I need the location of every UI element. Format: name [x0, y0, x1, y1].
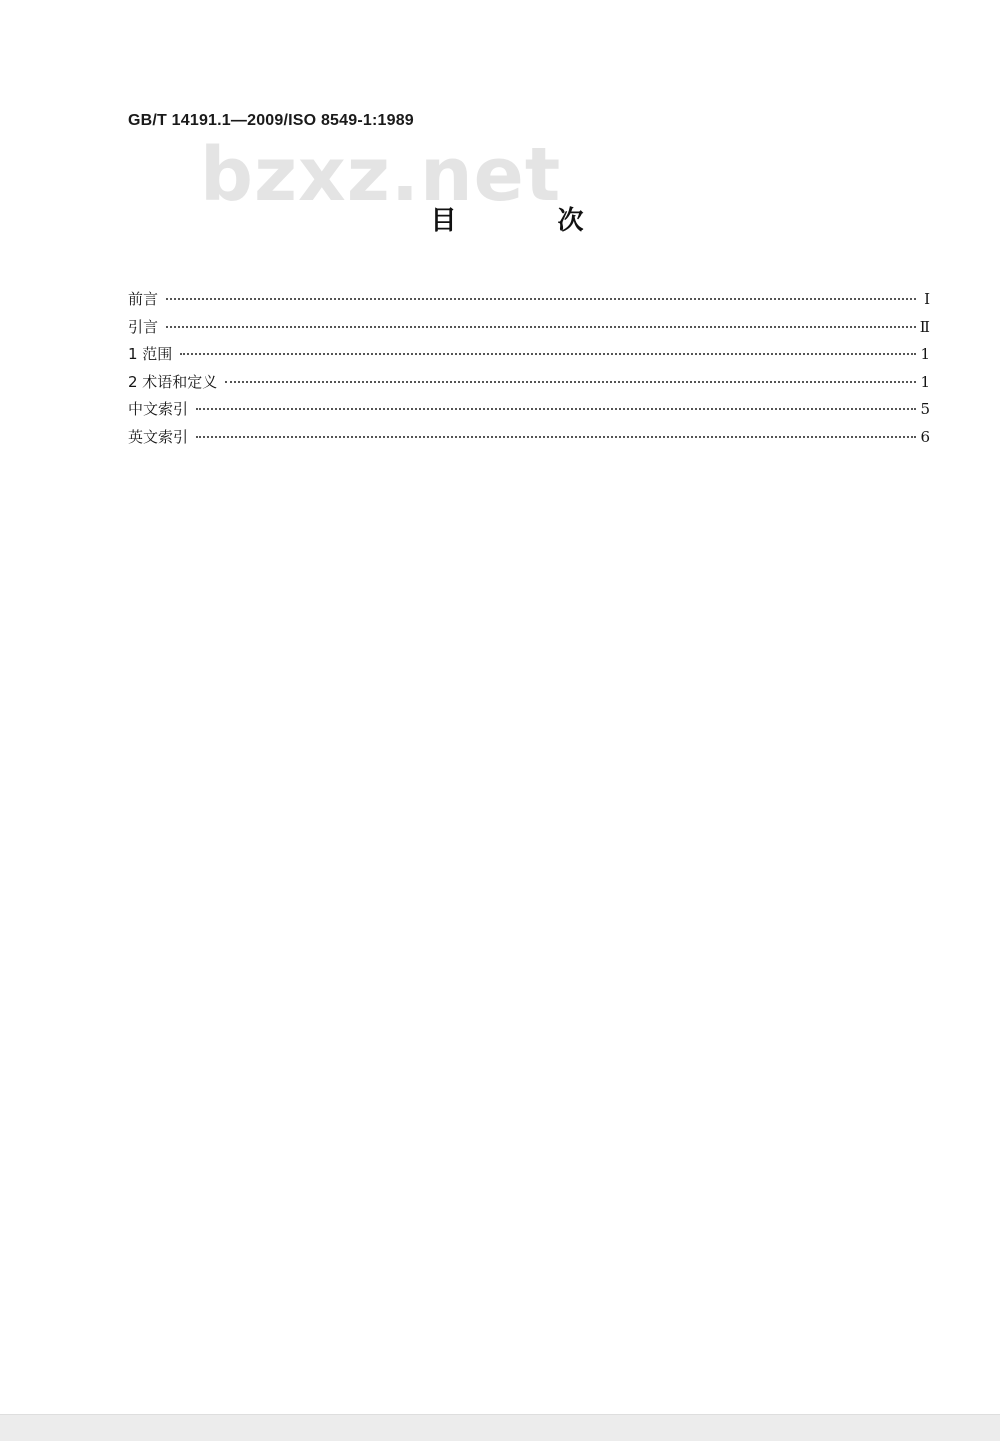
- toc-entry-terms-definitions[interactable]: [128, 371, 930, 399]
- page-bottom-edge: [0, 1414, 1000, 1441]
- standard-number: GB/T 14191.1—2009/ISO 8549-1:1989: [128, 112, 414, 129]
- dot-leader: [196, 408, 916, 410]
- table-of-contents: [128, 288, 930, 454]
- toc-entry-scope[interactable]: [128, 343, 930, 371]
- toc-entry-page: 1: [920, 345, 930, 364]
- toc-entry-chinese-index[interactable]: [128, 398, 930, 426]
- toc-title: 目 次: [430, 206, 630, 236]
- dot-leader: [166, 326, 916, 328]
- toc-entry-label: 中文索引: [128, 400, 189, 419]
- toc-entry-label: 1 范围: [128, 345, 173, 364]
- toc-entry-page: Ⅰ: [924, 290, 930, 308]
- toc-entry-label: 引言: [128, 317, 159, 336]
- watermark: bzxz.net: [200, 132, 562, 218]
- dot-leader: [196, 436, 916, 438]
- dot-leader: [166, 298, 916, 300]
- toc-entry-foreword[interactable]: [128, 288, 930, 316]
- toc-entry-page: Ⅱ: [919, 317, 930, 336]
- toc-entry-introduction[interactable]: [128, 316, 930, 344]
- dot-leader: [180, 353, 916, 355]
- toc-entry-page: 1: [920, 372, 930, 391]
- toc-entry-label: 英文索引: [128, 427, 189, 446]
- toc-entry-label: 前言: [128, 290, 159, 308]
- toc-entry-label: 2 术语和定义: [128, 372, 218, 391]
- toc-entry-english-index[interactable]: [128, 426, 930, 454]
- dot-leader: [225, 381, 916, 383]
- toc-entry-page: 6: [920, 427, 930, 446]
- toc-entry-page: 5: [920, 400, 930, 419]
